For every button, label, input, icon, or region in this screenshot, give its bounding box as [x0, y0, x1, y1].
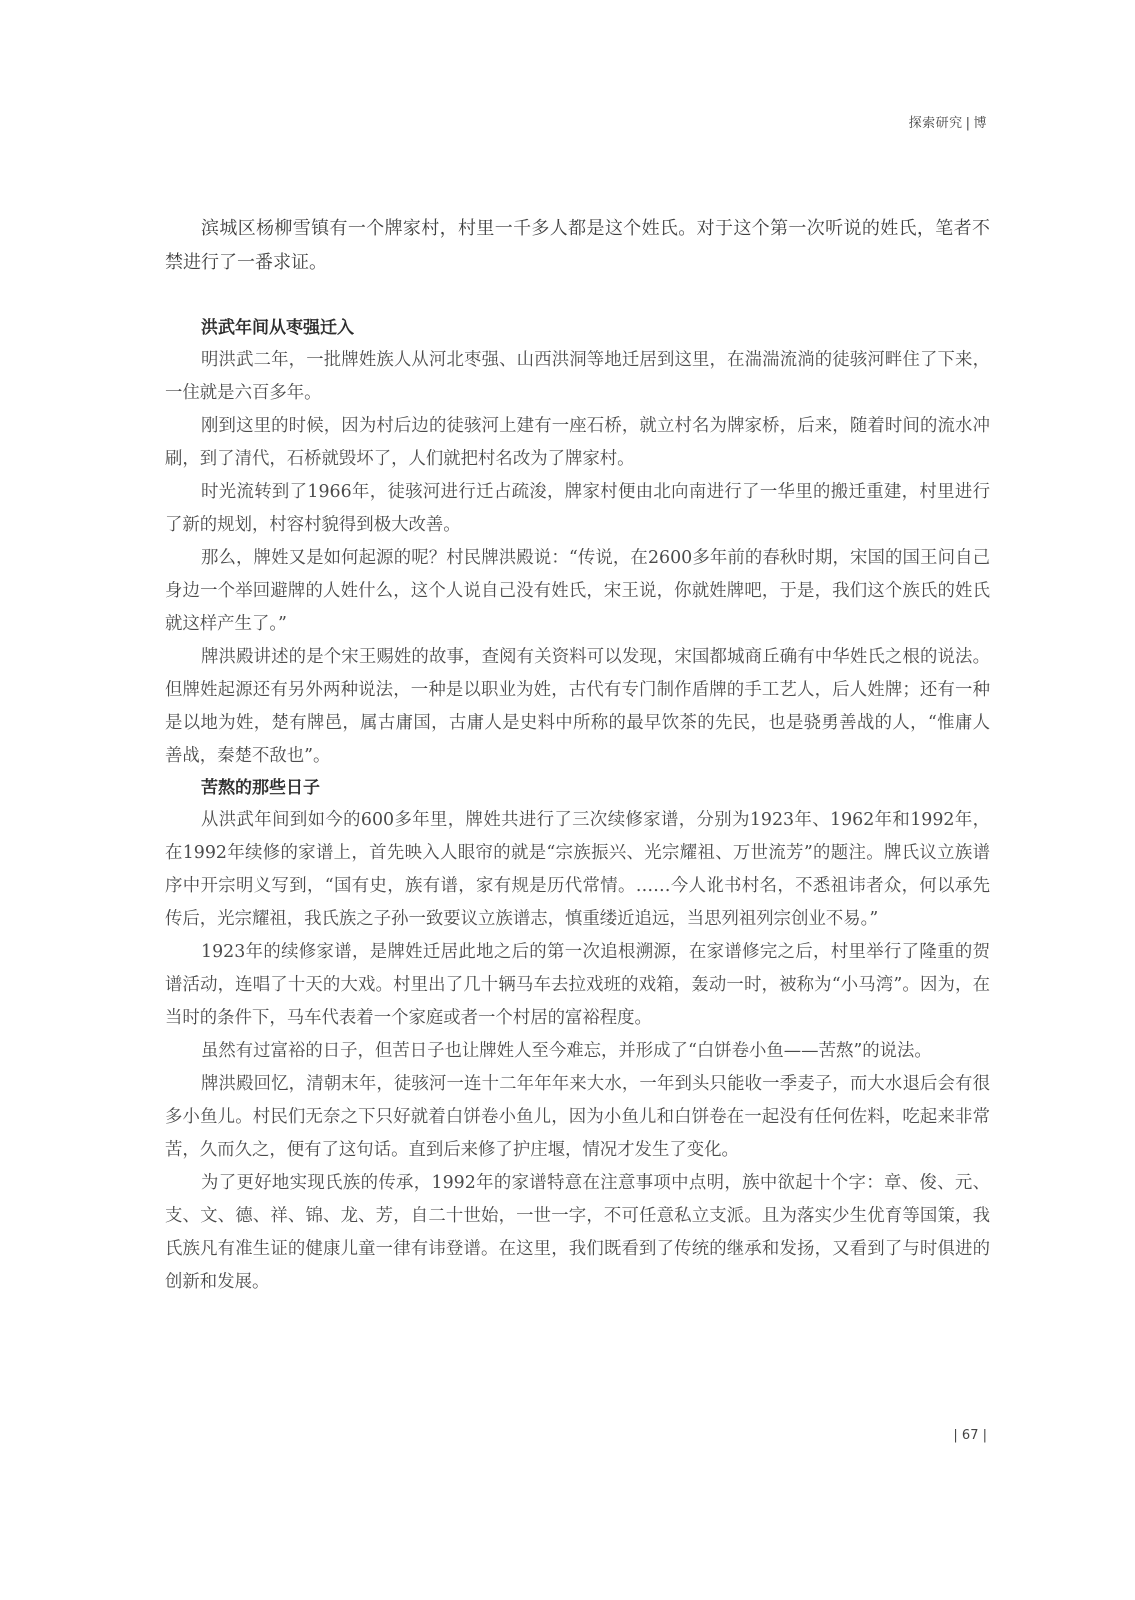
header-separator: |	[965, 116, 971, 131]
body-paragraph: 那么，牌姓又是如何起源的呢？村民牌洪殿说：“传说，在2600多年前的春秋时期，宋国的国王问自己身边一个举回避牌的人姓什么，这个人说自己没有姓氏，宋王说，你就姓牌吧，于是，我们这个族氏的姓氏就这样产生了。”	[165, 548, 990, 634]
body-paragraph: 虽然有过富裕的日子，但苦日子也让牌姓人至今难忘，并形成了“白饼卷小鱼——苦熬”的说法。	[201, 1041, 932, 1061]
body-paragraph: 从洪武年间到如今的600多年里，牌姓共进行了三次续修家谱，分别为1923年、1962年和1992年，在1992年续修的家谱上，首先映入人眼帘的就是“宗族振兴、光宗耀祖、万世流芳”的题注。牌氏议立族谱序中开宗明义写到，“国有史，族有谱，家有规是历代常情。……今人讹书村名，不悉祖讳者众，何以承先传后，光宗耀祖，我氏族之子孙一致要议立族谱志，慎重缕近追远，当思列祖列宗创业不易。”	[165, 810, 990, 929]
intro-paragraph: 滨城区杨柳雪镇有一个牌家村，村里一千多人都是这个姓氏。对于这个第一次听说的姓氏，笔者不禁进行了一番求证。	[165, 218, 990, 273]
running-header	[909, 112, 987, 131]
page-number: | 67 |	[953, 1428, 987, 1443]
body-paragraph: 时光流转到了1966年，徒骇河进行迁占疏浚，牌家村便由北向南进行了一华里的搬迁重建，村里进行了新的规划，村容村貌得到极大改善。	[165, 482, 990, 535]
body-paragraph: 为了更好地实现氏族的传承，1992年的家谱特意在注意事项中点明，族中欲起十个字：章、俊、元、支、文、德、祥、锦、龙、芳，自二十世始，一世一字，不可任意私立支派。且为落实少生优育等国策，我氏族凡有准生证的健康儿童一律有讳登谱。在这里，我们既看到了传统的继承和发扬，又看到了与时俱进的创新和发展。	[165, 1173, 990, 1292]
article-body	[165, 313, 990, 1299]
body-paragraph: 牌洪殿讲述的是个宋王赐姓的故事，查阅有关资料可以发现，宋国都城商丘确有中华姓氏之根的说法。但牌姓起源还有另外两种说法，一种是以职业为姓，古代有专门制作盾牌的手工艺人，后人姓牌；还有一种是以地为姓，楚有牌邑，属古庸国，古庸人是史料中所称的最早饮茶的先民，也是骁勇善战的人，“惟庸人善战，秦楚不敌也”。	[165, 647, 990, 766]
header-section: 探索研究	[908, 116, 963, 131]
section-heading: 洪武年间从枣强迁入	[201, 318, 354, 338]
body-paragraph: 刚到这里的时候，因为村后边的徒骇河上建有一座石桥，就立村名为牌家桥，后来，随着时间的流水冲刷，到了清代，石桥就毁坏了，人们就把村名改为了牌家村。	[165, 416, 990, 469]
body-paragraph: 牌洪殿回忆，清朝末年，徒骇河一连十二年年年来大水，一年到头只能收一季麦子，而大水退后会有很多小鱼儿。村民们无奈之下只好就着白饼卷小鱼儿，因为小鱼儿和白饼卷在一起没有任何佐料，吃起来非常苦，久而久之，便有了这句话。直到后来修了护庄堰，情况才发生了变化。	[165, 1074, 990, 1160]
section-heading: 苦熬的那些日子	[201, 778, 320, 798]
body-paragraph: 1923年的续修家谱，是牌姓迁居此地之后的第一次追根溯源，在家谱修完之后，村里举行了隆重的贺谱活动，连唱了十天的大戏。村里出了几十辆马车去拉戏班的戏箱，轰动一时，被称为“小马湾”。因为，在当时的条件下，马车代表着一个家庭或者一个村居的富裕程度。	[165, 942, 990, 1028]
header-column: 博	[973, 116, 987, 131]
body-paragraph: 明洪武二年，一批牌姓族人从河北枣强、山西洪洞等地迁居到这里，在湍湍流淌的徒骇河畔住了下来，一住就是六百多年。	[165, 350, 990, 403]
